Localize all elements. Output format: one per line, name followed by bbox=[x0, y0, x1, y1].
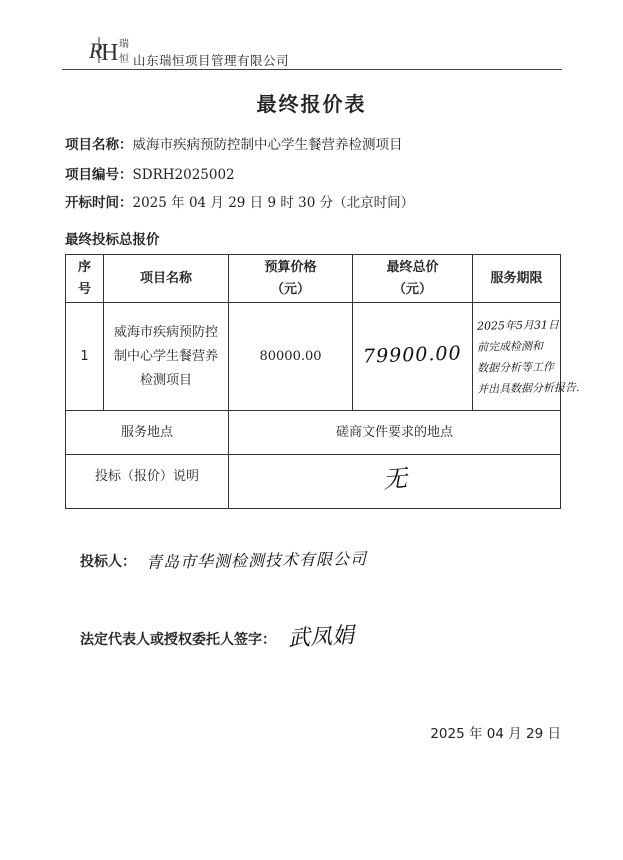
header-project-name: 项目名称 bbox=[104, 255, 229, 303]
project-number-label: 项目编号： bbox=[65, 167, 133, 183]
header-period: 服务期限 bbox=[473, 255, 561, 303]
remarks-value bbox=[229, 455, 561, 509]
signing-date: 2025 年 04 月 29 日 bbox=[430, 726, 561, 742]
bidder-label: 投标人： bbox=[80, 554, 136, 570]
header-rule bbox=[62, 69, 562, 70]
location-row bbox=[66, 411, 561, 455]
table-row bbox=[66, 303, 561, 411]
quote-table bbox=[65, 254, 580, 509]
bidder-line bbox=[80, 548, 367, 571]
representative-line bbox=[80, 620, 354, 651]
project-number-value: SDRH2025002 bbox=[132, 167, 235, 183]
opening-time-line bbox=[65, 191, 414, 211]
remarks-row bbox=[66, 455, 561, 509]
location-value: 磋商文件要求的地点 bbox=[229, 411, 561, 455]
logo-text-2: 恒 bbox=[119, 54, 129, 65]
handwritten-period-line-4: 并出具数据分析报告. bbox=[476, 380, 580, 396]
row-period bbox=[473, 303, 580, 411]
location-label: 服务地点 bbox=[66, 411, 229, 455]
document-title: 最终报价表 bbox=[256, 92, 367, 116]
handwritten-period-line-2: 前完成检测和 bbox=[476, 339, 544, 354]
handwritten-remarks: 无 bbox=[381, 464, 408, 494]
company-name: 山东瑞恒项目管理有限公司 bbox=[133, 53, 290, 68]
project-number-line bbox=[65, 163, 235, 183]
table-header-row bbox=[66, 255, 561, 303]
svg-text:R: R bbox=[89, 38, 103, 63]
project-name-value: 威海市疾病预防控制中心学生餐营养检测项目 bbox=[132, 137, 403, 153]
handwritten-period-line-1: 2025年5月31日 bbox=[476, 317, 560, 333]
opening-time-label: 开标时间： bbox=[65, 195, 133, 211]
row-total bbox=[353, 303, 473, 411]
header-seq: 序号 bbox=[66, 255, 104, 303]
logo-text-1: 瑞 bbox=[119, 39, 129, 50]
header-total: 最终总价（元） bbox=[353, 255, 473, 303]
header-budget: 预算价格（元） bbox=[229, 255, 353, 303]
row-budget: 80000.00 bbox=[229, 303, 353, 411]
section-heading: 最终投标总报价 bbox=[65, 232, 160, 248]
representative-label: 法定代表人或授权委托人签字： bbox=[80, 632, 276, 648]
project-name-label: 项目名称： bbox=[65, 137, 133, 153]
project-name-line bbox=[65, 133, 403, 153]
opening-time-value: 2025 年 04 月 29 日 9 时 30 分（北京时间） bbox=[132, 195, 415, 211]
row-seq: 1 bbox=[66, 303, 104, 411]
handwritten-total: 79900.00 bbox=[362, 342, 463, 368]
remarks-label: 投标（报价）说明 bbox=[66, 455, 229, 509]
handwritten-signature: 武凤娟 bbox=[287, 623, 355, 652]
svg-text:H: H bbox=[101, 40, 119, 65]
handwritten-bidder: 青岛市华测检测技术有限公司 bbox=[145, 549, 368, 572]
company-logo bbox=[88, 33, 132, 65]
handwritten-period-line-3: 数据分析等工作 bbox=[476, 359, 555, 375]
row-project-name: 威海市疾病预防控制中心学生餐营养检测项目 bbox=[104, 303, 229, 411]
